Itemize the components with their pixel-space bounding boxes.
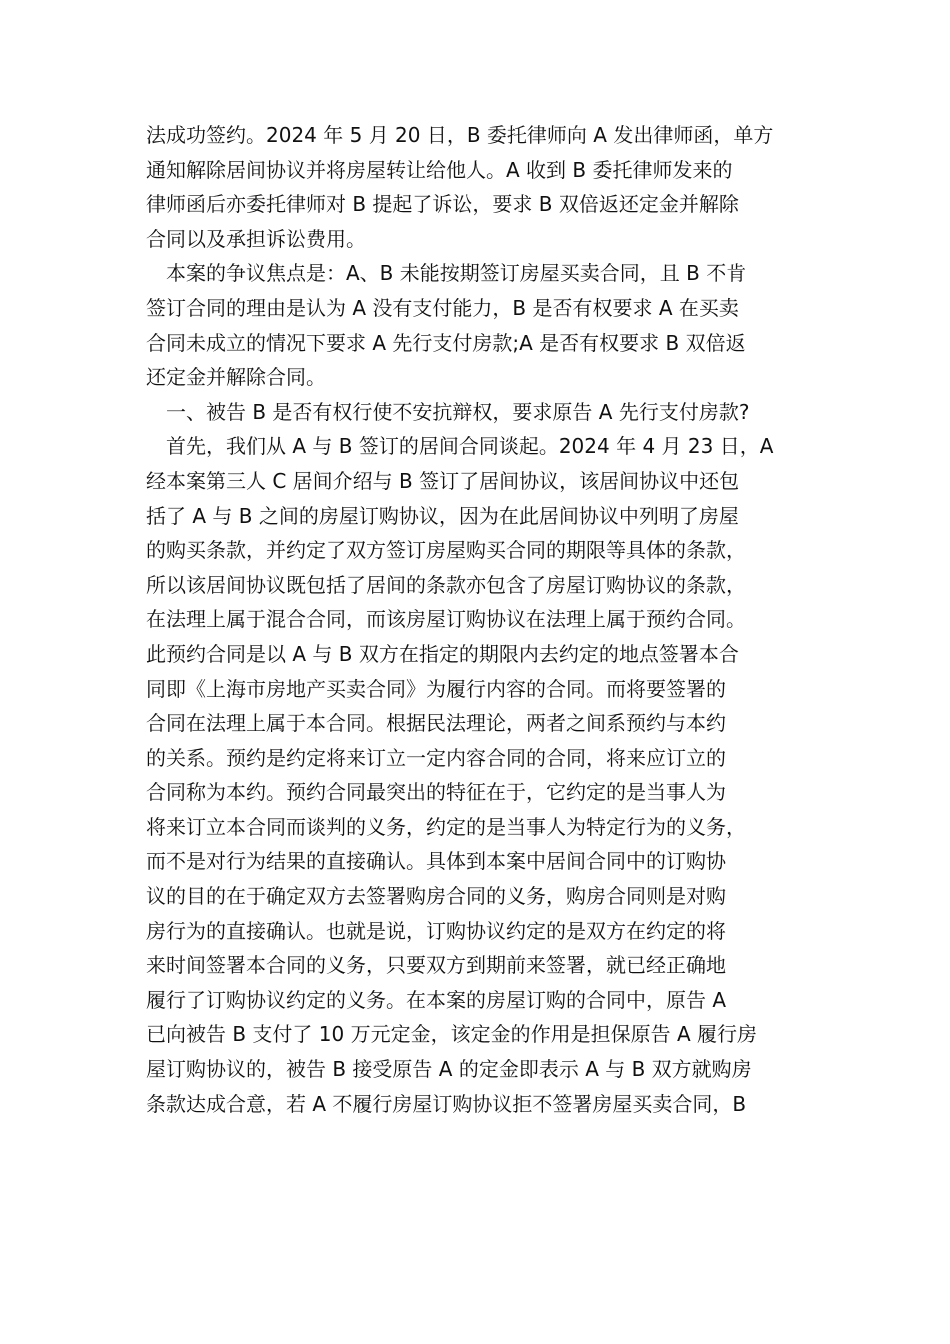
text-line: 首先，我们从 A 与 B 签订的居间合同谈起。2024 年 4 月 23 日，A bbox=[166, 434, 774, 459]
text-line: 同即《上海市房地产买卖合同》为履行内容的合同。而将要签署的 bbox=[146, 676, 726, 701]
text-line: 法成功签约。2024 年 5 月 20 日，B 委托律师向 A 发出律师函，单方 bbox=[146, 123, 774, 147]
text-line: 来时间签署本合同的义务，只要双方到期前来签署，就已经正确地 bbox=[146, 953, 726, 978]
paragraph bbox=[146, 118, 810, 256]
text-line: 将来订立本合同而谈判的义务，约定的是当事人为特定行为的义务， bbox=[146, 814, 746, 839]
text-line: 议的目的在于确定双方去签署购房合同的义务，购房合同则是对购 bbox=[146, 884, 726, 909]
text-line: 经本案第三人 C 居间介绍与 B 签订了居间协议，该居间协议中还包 bbox=[146, 468, 740, 493]
text-line: 已向被告 B 支付了 10 万元定金，该定金的作用是担保原告 A 履行房 bbox=[146, 1022, 757, 1047]
text-line: 一、被告 B 是否有权行使不安抗辩权，要求原告 A 先行支付房款? bbox=[166, 399, 750, 424]
text-line: 合同未成立的情况下要求 A 先行支付房款;A 是否有权要求 B 双倍返 bbox=[146, 330, 746, 355]
text-line: 屋订购协议的，被告 B 接受原告 A 的定金即表示 A 与 B 双方就购房 bbox=[146, 1057, 752, 1082]
text-line: 履行了订购协议约定的义务。在本案的房屋订购的合同中，原告 A bbox=[146, 987, 727, 1012]
text-line: 条款达成合意，若 A 不履行房屋订购协议拒不签署房屋买卖合同，B bbox=[146, 1091, 747, 1116]
text-line: 本案的争议焦点是：A、B 未能按期签订房屋买卖合同，且 B 不肯 bbox=[166, 261, 747, 286]
paragraph bbox=[146, 256, 810, 394]
text-line: 合同称为本约。预约合同最突出的特征在于，它约定的是当事人为 bbox=[146, 780, 726, 805]
text-line: 签订合同的理由是认为 A 没有支付能力，B 是否有权要求 A 在买卖 bbox=[146, 295, 739, 320]
text-line: 在法理上属于混合合同，而该房屋订购协议在法理上属于预约合同。 bbox=[146, 607, 746, 632]
text-line: 此预约合同是以 A 与 B 双方在指定的期限内去约定的地点签署本合 bbox=[146, 641, 739, 666]
text-line: 还定金并解除合同。 bbox=[146, 365, 326, 390]
text-line: 房行为的直接确认。也就是说，订购协议约定的是双方在约定的将 bbox=[146, 918, 726, 943]
text-line: 的购买条款，并约定了双方签订房屋购买合同的期限等具体的条款， bbox=[146, 538, 746, 563]
text-line: 所以该居间协议既包括了居间的条款亦包含了房屋订购协议的条款， bbox=[146, 572, 746, 597]
text-line: 律师函后亦委托律师对 B 提起了诉讼，要求 B 双倍返还定金并解除 bbox=[146, 192, 739, 217]
text-line: 而不是对行为结果的直接确认。具体到本案中居间合同中的订购协 bbox=[146, 849, 726, 874]
paragraph bbox=[146, 395, 810, 430]
paragraph bbox=[146, 429, 810, 1121]
text-line: 括了 A 与 B 之间的房屋订购协议，因为在此居间协议中列明了房屋 bbox=[146, 503, 739, 528]
text-line: 合同以及承担诉讼费用。 bbox=[146, 226, 366, 251]
text-line: 通知解除居间协议并将房屋转让给他人。A 收到 B 委托律师发来的 bbox=[146, 157, 733, 182]
document-body bbox=[146, 118, 810, 1121]
text-line: 合同在法理上属于本合同。根据民法理论，两者之间系预约与本约 bbox=[146, 711, 726, 736]
text-line: 的关系。预约是约定将来订立一定内容合同的合同，将来应订立的 bbox=[146, 745, 726, 770]
